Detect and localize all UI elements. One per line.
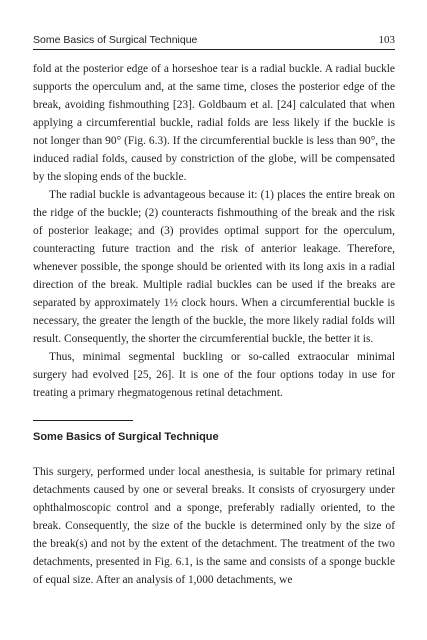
section-rule: [33, 420, 133, 421]
running-header: [33, 31, 395, 49]
page-number: 103: [378, 34, 395, 46]
paragraph-radial-buckle-advantages: The radial buckle is advantageous because it: (1) places the entire break on the ridge of the buckle; (2) counteracts fishmouthing of the break and the risk of posterior leakage; and (3) provides optimal support for the operculum, counteracting future traction and the risk of anterior leakage. Therefore, whenever possible, the sponge should be oriented with its long axis in a radial direction of the break. Multiple radial buckles can be used if the breaks are separated by approximately 1½ clock hours. When a circumferential buckle is necessary, the greater the length of the buckle, the more likely radial folds will result. Consequently, the shorter the circumferential buckle, the better it is.: [33, 189, 395, 345]
paragraph-radial-buckle-intro: fold at the posterior edge of a horseshoe tear is a radial buckle. A radial buckle supports the operculum and, at the same time, closes the posterior edge of the break, avoiding fishmouthing [23]. Goldbaum et al. [24] calculated that when applying a circumferential buckle, radial folds are less likely if the buckle is not longer than 90° (Fig. 6.3). If the circumferential buckle is less than 90°, the induced radial folds, caused by constriction of the globe, will be compensated by the sloping ends of the buckle.: [33, 63, 395, 183]
section-heading: Some Basics of Surgical Technique: [33, 431, 219, 443]
header-rule: [33, 49, 395, 50]
paragraph-minimal-surgery: Thus, minimal segmental buckling or so-called extraocular minimal surgery had evolved [25, 26]. It is one of the four options today in use for treating a primary rhegmatogenous retinal detachment.: [33, 351, 395, 399]
paragraph-surgery-description: This surgery, performed under local anesthesia, is suitable for primary retinal detachments caused by one or several breaks. It consists of cryosurgery under ophthalmoscopic control and a sponge, preferably radially oriented, to the break. Consequently, the size of the buckle is determined only by the size of the break(s) and not by the extent of the detachment. The treatment of the two detachments, presented in Fig. 6.1, is the same and consists of a sponge buckle of equal size. After an analysis of 1,000 detachments, we: [33, 466, 395, 586]
book-page: [33, 0, 395, 640]
body-text: [33, 60, 395, 589]
running-header-title: Some Basics of Surgical Technique: [33, 34, 198, 46]
